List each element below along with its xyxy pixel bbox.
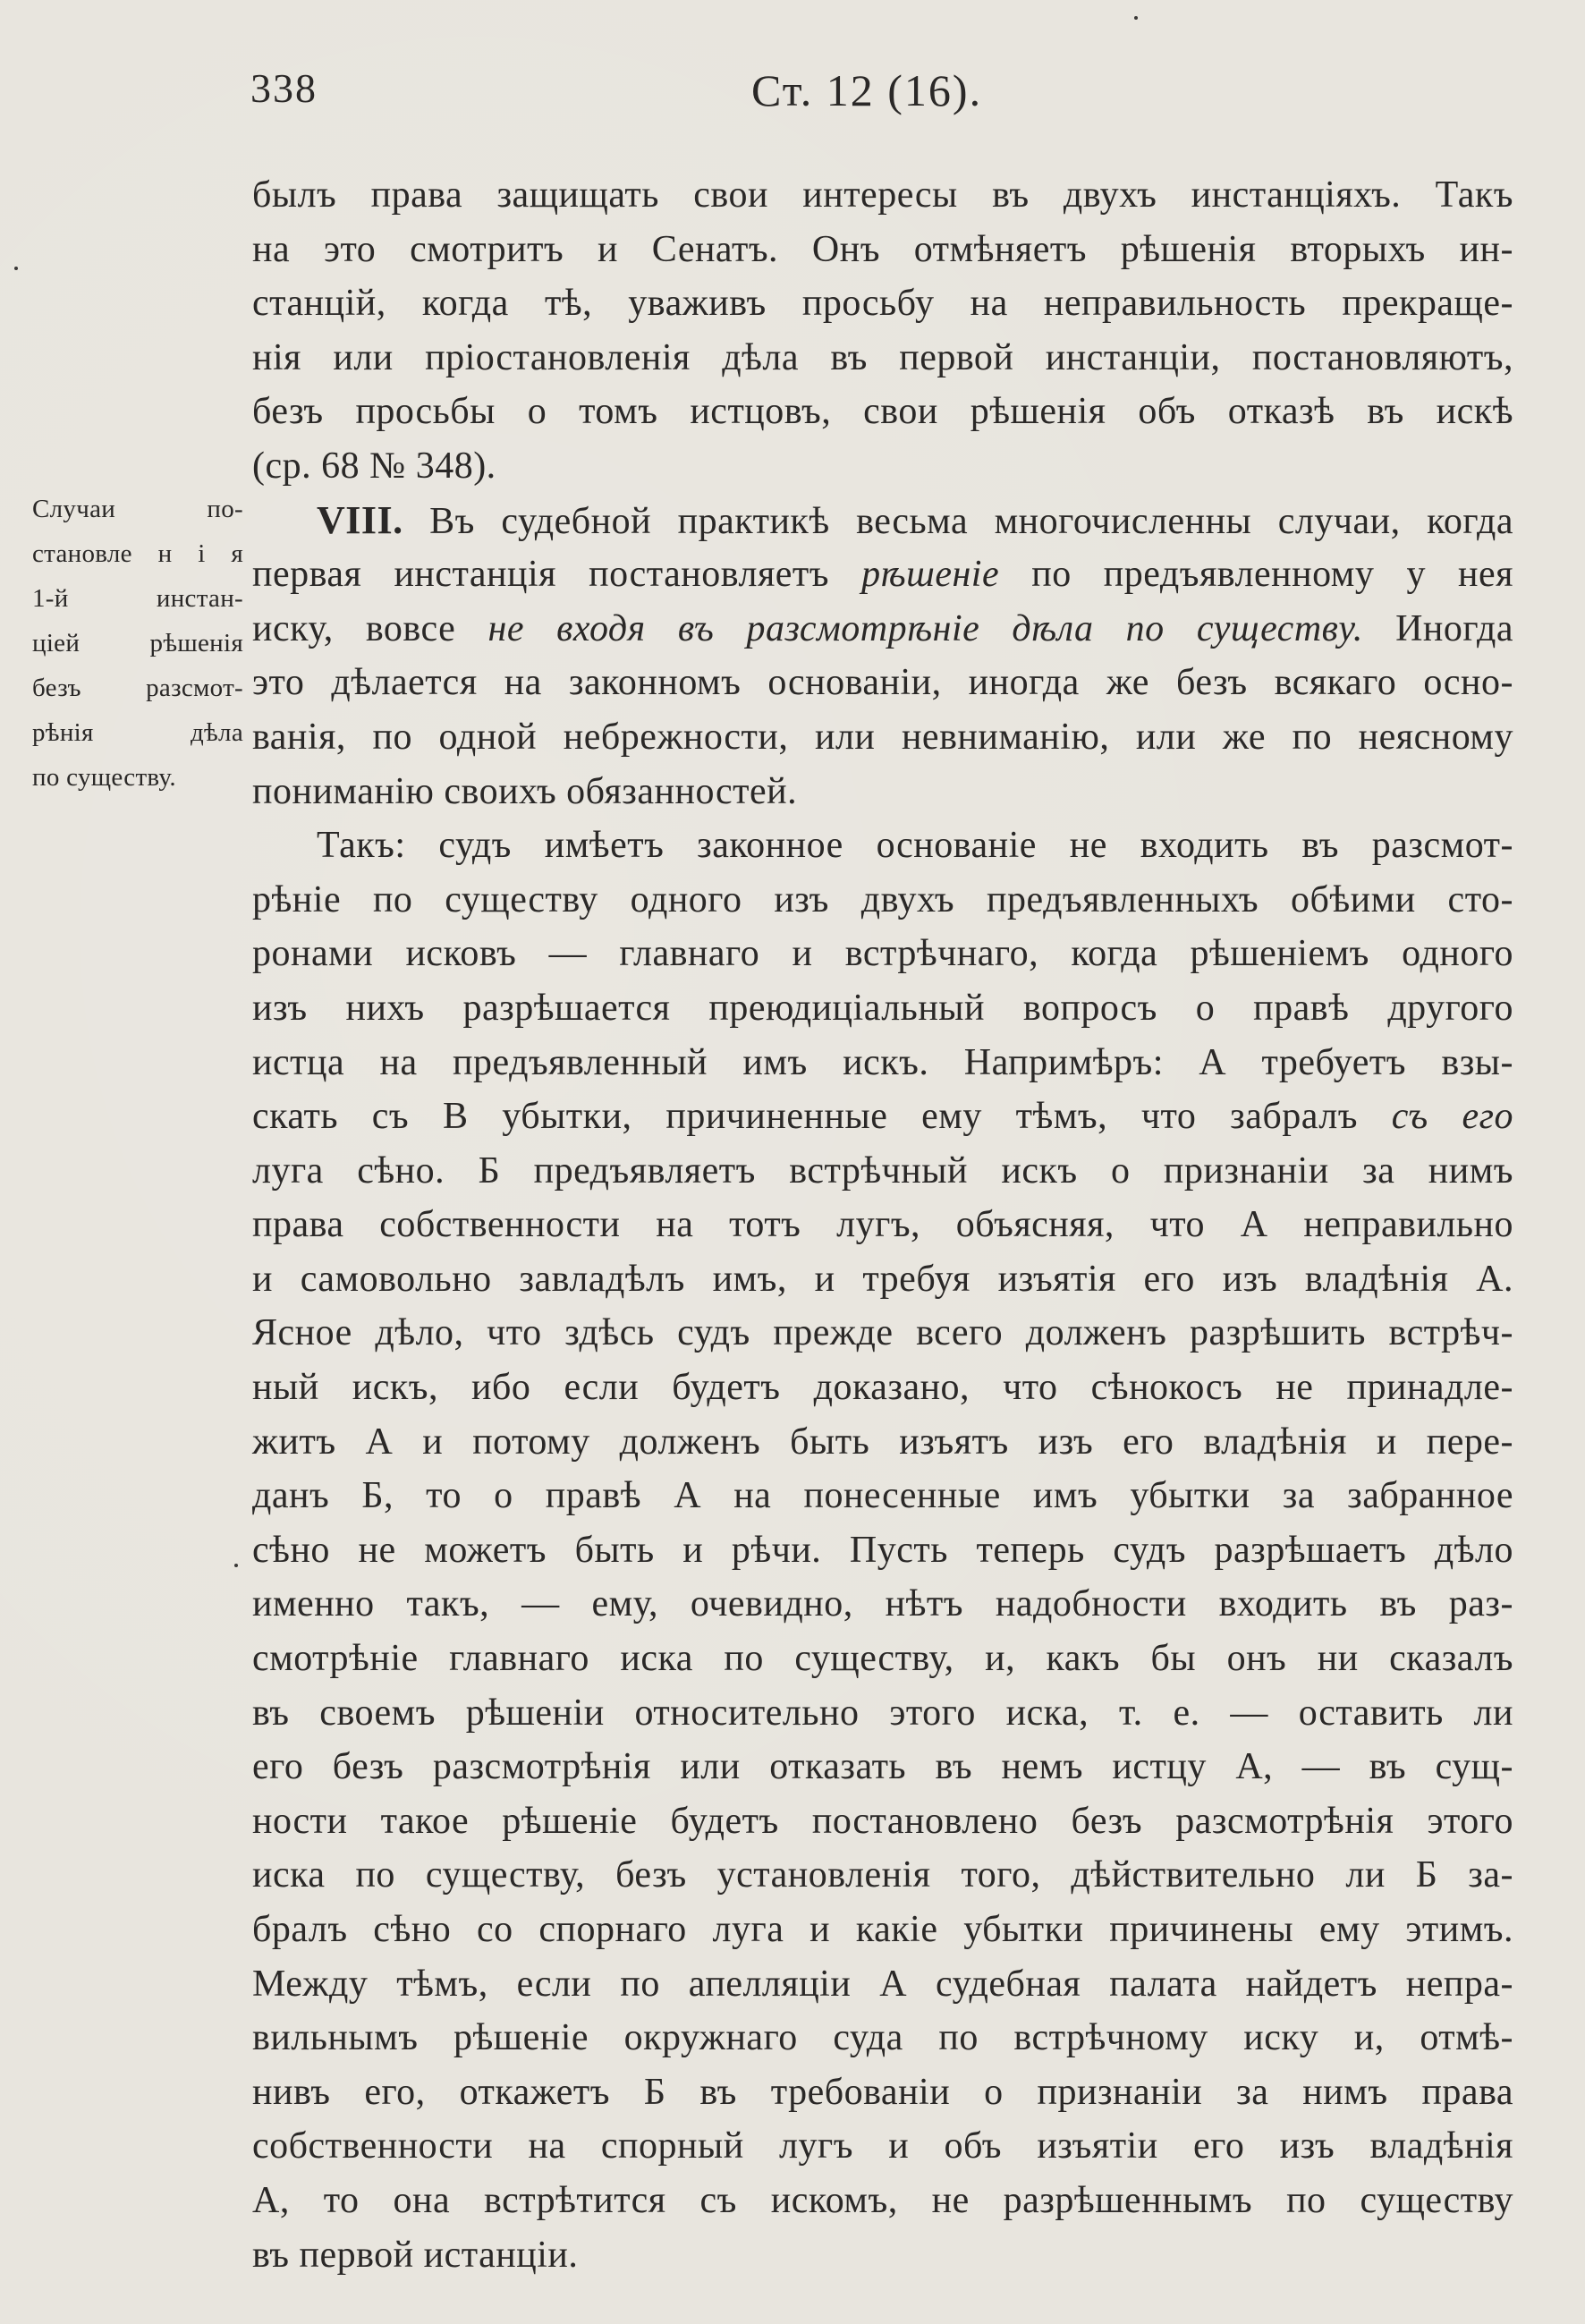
text-line xyxy=(252,602,1513,657)
margin-note-line: становле н і я xyxy=(32,539,243,568)
text-line: и самовольно завладѣлъ имъ, и требуя изъятія его изъ владѣнія А. xyxy=(252,1258,1513,1300)
running-head: Ст. 12 (16). xyxy=(751,65,983,115)
text-span: Иногда xyxy=(1395,607,1514,649)
text-line: сѣно не можетъ быть и рѣчи. Пусть теперь судъ разрѣшаетъ дѣло xyxy=(252,1529,1513,1571)
text-line: права собственности на тотъ лугъ, объясняя, что А неправильно xyxy=(252,1204,1513,1246)
italic-term: рѣшеніе xyxy=(861,554,1000,596)
text-line: на это смотритъ и Сенатъ. Онъ отмѣняетъ рѣшенія вторыхъ ин- xyxy=(252,228,1513,270)
paragraph-1 xyxy=(252,168,1513,494)
text-line: Ясное дѣло, что здѣсь судъ прежде всего долженъ разрѣшить встрѣч- xyxy=(252,1312,1513,1354)
text-line: бралъ сѣно со спорнаго луга и какіе убытки причинены ему этимъ. xyxy=(252,1909,1513,1950)
text-line: Между тѣмъ, если по апелляціи А судебная палата найдетъ непра- xyxy=(252,1963,1513,2005)
italic-phrase: съ его xyxy=(1391,1096,1513,1138)
print-speck xyxy=(234,1564,238,1567)
text-line: ронами исковъ — главнаго и встрѣчнаго, когда рѣшеніемъ одного xyxy=(252,933,1513,975)
text-line: луга сѣно. Б предъявляетъ встрѣчный искъ о признаніи за нимъ xyxy=(252,1149,1513,1192)
margin-note-line: Случаи по- xyxy=(32,495,243,523)
text-line xyxy=(252,1090,1513,1144)
margin-note-line: рѣнія дѣла xyxy=(32,718,243,747)
text-line: данъ Б, то о правѣ А на понесенные имъ убытки за забранное xyxy=(252,1475,1513,1517)
text-line: рѣніе по существу одного изъ двухъ предъявленныхъ обѣими сто- xyxy=(252,878,1513,920)
text-line: житъ А и потому долженъ быть изъятъ изъ его владѣнія и пере- xyxy=(252,1421,1513,1463)
text-line: станцій, когда тѣ, уваживъ просьбу на неправильность прекраще- xyxy=(252,283,1513,325)
text-line: истца на предъявленный имъ искъ. Напримѣръ: А требуетъ взы- xyxy=(252,1041,1513,1083)
text-line: (ср. 68 № 348). xyxy=(252,445,496,487)
text-line: А, то она встрѣтится съ искомъ, не разрѣшеннымъ по существу xyxy=(252,2179,1513,2221)
text-line: нивъ его, откажетъ Б въ требованіи о признаніи за нимъ права xyxy=(252,2071,1513,2113)
margin-note xyxy=(32,487,243,800)
text-span: первая инстанція постановляетъ xyxy=(252,554,830,596)
italic-phrase: не входя въ разсмотрѣніе дѣла по существу. xyxy=(487,607,1363,649)
text-line: въ своемъ рѣшеніи относительно этого иска, т. е. — оставить ли xyxy=(252,1692,1513,1734)
text-line: пониманію своихъ обязанностей. xyxy=(252,770,798,812)
main-text xyxy=(252,168,1513,2282)
margin-note-line: безъ разсмот- xyxy=(32,674,243,702)
text-line: иска по существу, безъ установленія того, дѣйствительно ли Б за- xyxy=(252,1854,1513,1896)
page-number: 338 xyxy=(250,65,318,111)
text-span: иску, вовсе xyxy=(252,607,456,649)
page-header xyxy=(250,64,1513,127)
text-line: ный искъ, ибо если будетъ доказано, что сѣнокосъ не принадле- xyxy=(252,1367,1513,1409)
text-line: въ первой истанціи. xyxy=(252,2234,579,2276)
text-line: его безъ разсмотрѣнія или отказать въ немъ истцу А, — въ сущ- xyxy=(252,1746,1513,1788)
text-line: вильнымъ рѣшеніе окружнаго суда по встрѣчному иску и, отмѣ- xyxy=(252,2017,1513,2059)
text-line: ности такое рѣшеніе будетъ постановлено безъ разсмотрѣнія этого xyxy=(252,1800,1513,1842)
print-speck xyxy=(14,267,18,270)
text-line xyxy=(252,547,1513,602)
text-line: смотрѣніе главнаго иска по существу, и, какъ бы онъ ни сказалъ xyxy=(252,1638,1513,1680)
text-span: скать съ В убытки, причиненные ему тѣмъ, что забралъ xyxy=(252,1096,1358,1138)
margin-note-line: по существу. xyxy=(32,763,176,792)
text-line: нія или пріостановленія дѣла въ первой инстанціи, постановляютъ, xyxy=(252,336,1513,378)
margin-note-line: ціей рѣшенія xyxy=(32,629,243,657)
text-line: изъ нихъ разрѣшается преюдиціальный вопросъ о правѣ другого xyxy=(252,987,1513,1029)
text-line: именно такъ, — ему, очевидно, нѣтъ надобности входить въ раз- xyxy=(252,1583,1513,1625)
margin-note-line: 1-й инстан- xyxy=(32,584,243,613)
text-line: ванія, по одной небрежности, или невниманію, или же по неясному xyxy=(252,716,1513,758)
section-number: VIII. xyxy=(317,497,403,542)
text-line: былъ права защищать свои интересы въ двухъ инстанціяхъ. Такъ xyxy=(252,174,1513,216)
print-speck xyxy=(1134,16,1138,20)
paragraph-3 xyxy=(252,818,1513,2282)
paragraph-2 xyxy=(252,494,1513,819)
text-line: Такъ: судъ имѣетъ законное основаніе не входить въ разсмот- xyxy=(317,825,1513,867)
text-line: безъ просьбы о томъ истцовъ, свои рѣшенія объ отказѣ въ искѣ xyxy=(252,391,1513,433)
text-line: собственности на спорный лугъ и объ изъятіи его изъ владѣнія xyxy=(252,2125,1513,2167)
text-line xyxy=(252,494,1513,548)
text-span: Въ судебной практикѣ весьма многочисленны случаи, когда xyxy=(429,500,1513,542)
text-line: это дѣлается на законномъ основаніи, иногда же безъ всякаго осно- xyxy=(252,662,1513,704)
text-span: по предъявленному у нея xyxy=(1031,554,1513,596)
